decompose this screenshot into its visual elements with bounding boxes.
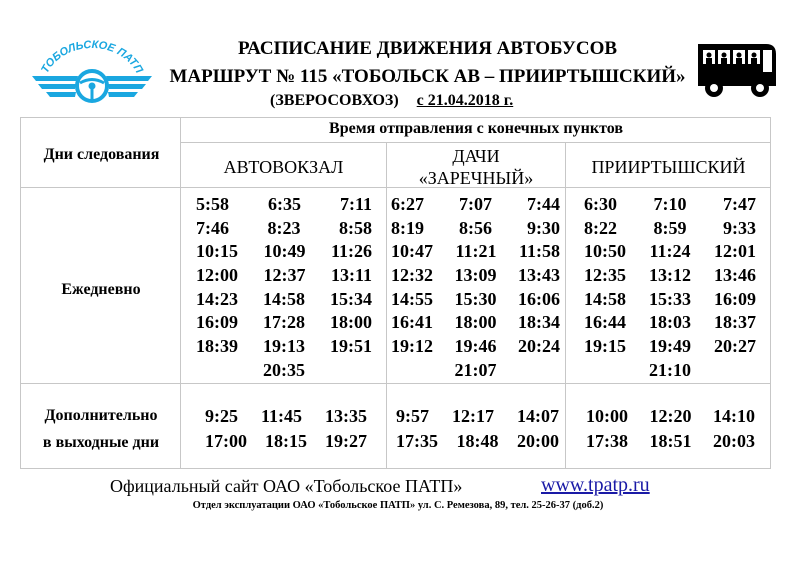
effective-date: с 21.04.2018 г. — [416, 92, 514, 109]
daily-times-priirtyshsky — [584, 193, 756, 383]
time-row — [391, 311, 560, 335]
time-row — [196, 217, 372, 241]
departure-time: 10:49 — [263, 241, 306, 262]
departure-time: 13:43 — [518, 265, 560, 286]
departure-time: 15:33 — [649, 288, 691, 309]
departure-time: 18:00 — [330, 312, 372, 333]
departure-time: 14:10 — [713, 406, 755, 426]
departure-time: 10:47 — [391, 241, 433, 262]
departure-time: 11:26 — [330, 241, 372, 262]
departure-time: 12:17 — [452, 406, 494, 426]
departure-time: 7:10 — [653, 194, 687, 214]
departure-time: 18:39 — [196, 336, 238, 357]
departure-time: 18:15 — [265, 431, 307, 451]
route-title: МАРШРУТ № 115 «ТОБОЛЬСК АВ – ПРИИРТЫШСКИЙ» — [169, 66, 686, 87]
row-label-weekend-line1: Дополнительно — [44, 407, 158, 424]
departure-time: 15:34 — [330, 288, 372, 309]
departure-time: 9:30 — [527, 217, 560, 238]
departure-header: Время отправления с конечных пунктов — [329, 120, 623, 137]
departure-time: 12:00 — [196, 265, 238, 286]
time-row — [196, 359, 372, 383]
departure-time: 7:11 — [339, 194, 372, 214]
departure-time: 17:35 — [396, 431, 438, 451]
departure-time: 11:24 — [649, 241, 691, 262]
time-row — [196, 193, 372, 217]
time-row — [205, 429, 367, 454]
time-row — [584, 240, 756, 264]
site-link[interactable]: www.tpatp.ru — [541, 474, 650, 496]
departure-time: 19:46 — [454, 336, 497, 357]
departure-time: 11:58 — [518, 241, 560, 262]
departure-time: 20:35 — [263, 359, 305, 380]
time-row — [584, 335, 756, 359]
departure-time: 13:12 — [649, 265, 691, 286]
departure-time: 15:30 — [454, 288, 497, 309]
stop-priirtyshsky: ПРИИРТЫШСКИЙ — [591, 157, 746, 177]
departure-time: 5:58 — [196, 194, 229, 214]
time-row — [396, 429, 559, 454]
time-row — [196, 335, 372, 359]
departure-time: 12:32 — [391, 265, 433, 286]
stop-name-line2: «ЗАРЕЧНЫЙ» — [418, 168, 534, 188]
stop-dachi-zarechny — [388, 145, 564, 189]
route-subtitle — [270, 92, 513, 110]
departure-time: 20:27 — [714, 336, 756, 357]
departure-time: 7:44 — [527, 194, 560, 214]
departure-time: 13:11 — [330, 265, 372, 286]
departure-time: 13:35 — [324, 406, 367, 426]
departure-time: 21:07 — [454, 359, 497, 380]
departure-time: 16:41 — [391, 312, 433, 333]
schedule-title: РАСПИСАНИЕ ДВИЖЕНИЯ АВТОБУСОВ — [237, 38, 618, 59]
departure-time: 12:01 — [713, 241, 756, 262]
subroute: (ЗВЕРОСОВХОЗ) — [270, 92, 399, 109]
departure-time: 7:46 — [196, 217, 229, 238]
time-row — [584, 288, 756, 312]
time-row — [391, 288, 560, 312]
time-row — [391, 240, 560, 264]
departure-time: 16:09 — [714, 288, 756, 309]
weekend-times-dachi — [396, 404, 559, 454]
departure-time: 9:57 — [396, 406, 429, 426]
departure-time: 8:59 — [653, 217, 687, 238]
departure-time: 12:20 — [649, 406, 692, 426]
departure-time: 21:10 — [649, 359, 691, 380]
time-row — [391, 335, 560, 359]
logo-text: ТОБОЛЬСКОЕ ПАТП — [39, 38, 145, 76]
stop-name-line1: ДАЧИ — [452, 146, 500, 166]
departure-time: 19:27 — [325, 431, 367, 451]
time-row — [391, 264, 560, 288]
time-row — [584, 311, 756, 335]
departure-time: 14:55 — [391, 288, 433, 309]
departure-time: 18:51 — [649, 431, 692, 451]
company-logo — [28, 36, 156, 116]
departure-time: 19:13 — [263, 336, 305, 357]
departure-time: 10:00 — [586, 406, 628, 426]
departure-time: 7:07 — [459, 194, 492, 214]
departure-time: 8:56 — [459, 217, 492, 238]
departure-time: 13:09 — [454, 265, 497, 286]
departure-time: 14:23 — [196, 288, 238, 309]
departure-time: 9:25 — [205, 406, 238, 426]
departure-time: 16:09 — [196, 312, 238, 333]
departure-time: 10:50 — [584, 241, 626, 262]
site-label: Официальный сайт ОАО «Тобольское ПАТП» — [110, 476, 463, 496]
departure-time: 11:45 — [260, 406, 302, 426]
time-row — [391, 193, 560, 217]
departure-time: 18:34 — [518, 312, 560, 333]
time-row — [196, 311, 372, 335]
departure-time: 18:03 — [649, 312, 691, 333]
stop-avtovokzal: АВТОВОКЗАЛ — [223, 157, 344, 177]
time-row — [584, 193, 756, 217]
time-row — [391, 359, 560, 383]
time-row — [586, 404, 755, 429]
daily-times-dachi — [391, 193, 560, 383]
departure-time: 19:15 — [584, 336, 626, 357]
departure-time: 19:12 — [391, 336, 433, 357]
time-row — [391, 217, 560, 241]
time-row — [584, 217, 756, 241]
weekend-times-avtovokzal — [205, 404, 367, 454]
departure-time: 18:00 — [454, 312, 497, 333]
weekend-times-priirtyshsky — [586, 404, 755, 454]
time-row — [205, 404, 367, 429]
departure-time: 8:58 — [339, 217, 372, 238]
row-label-weekend-line2: в выходные дни — [42, 434, 160, 451]
time-row — [584, 264, 756, 288]
departure-time: 6:27 — [391, 194, 424, 214]
departure-time: 8:23 — [267, 217, 301, 238]
departure-time: 10:15 — [196, 241, 238, 262]
departure-time: 14:58 — [584, 288, 626, 309]
departure-time: 17:00 — [205, 431, 247, 451]
departure-time: 18:37 — [714, 312, 756, 333]
bus-icon — [694, 40, 780, 102]
row-label-daily: Ежедневно — [61, 281, 141, 298]
days-header: Дни следования — [43, 146, 160, 163]
departure-time: 11:21 — [455, 241, 497, 262]
departure-time: 14:58 — [263, 288, 305, 309]
departure-time: 9:33 — [723, 217, 756, 238]
departure-time: 19:49 — [649, 336, 691, 357]
departure-time: 8:19 — [391, 217, 424, 238]
time-row — [196, 288, 372, 312]
departure-time: 16:44 — [584, 312, 626, 333]
departure-time: 16:06 — [518, 288, 560, 309]
departure-time: 14:07 — [517, 406, 559, 426]
departure-time: 20:00 — [517, 431, 559, 451]
departure-time: 12:37 — [263, 265, 306, 286]
departure-time: 17:38 — [586, 431, 628, 451]
departure-time: 13:46 — [714, 265, 756, 286]
departure-time: 7:47 — [723, 194, 756, 214]
departure-time: 20:24 — [518, 336, 560, 357]
time-row — [584, 359, 756, 383]
departure-time: 20:03 — [713, 431, 755, 451]
departure-time: 6:35 — [267, 194, 301, 214]
row-label-weekend — [22, 402, 180, 456]
time-row — [396, 404, 559, 429]
departure-time: 19:51 — [330, 336, 372, 357]
departure-time: 6:30 — [584, 194, 617, 214]
time-row — [196, 264, 372, 288]
departure-time: 8:22 — [584, 217, 617, 238]
departure-time: 12:35 — [584, 265, 626, 286]
time-row — [196, 240, 372, 264]
departure-time: 17:28 — [263, 312, 305, 333]
contact-address: Отдел эксплуатации ОАО «Тобольское ПАТП» ул. С. Ремезова, 89, тел. 25-26-37 (доб.2) — [192, 500, 604, 511]
departure-time: 18:48 — [456, 431, 499, 451]
footer — [110, 474, 650, 497]
daily-times-avtovokzal — [196, 193, 372, 383]
time-row — [586, 429, 755, 454]
